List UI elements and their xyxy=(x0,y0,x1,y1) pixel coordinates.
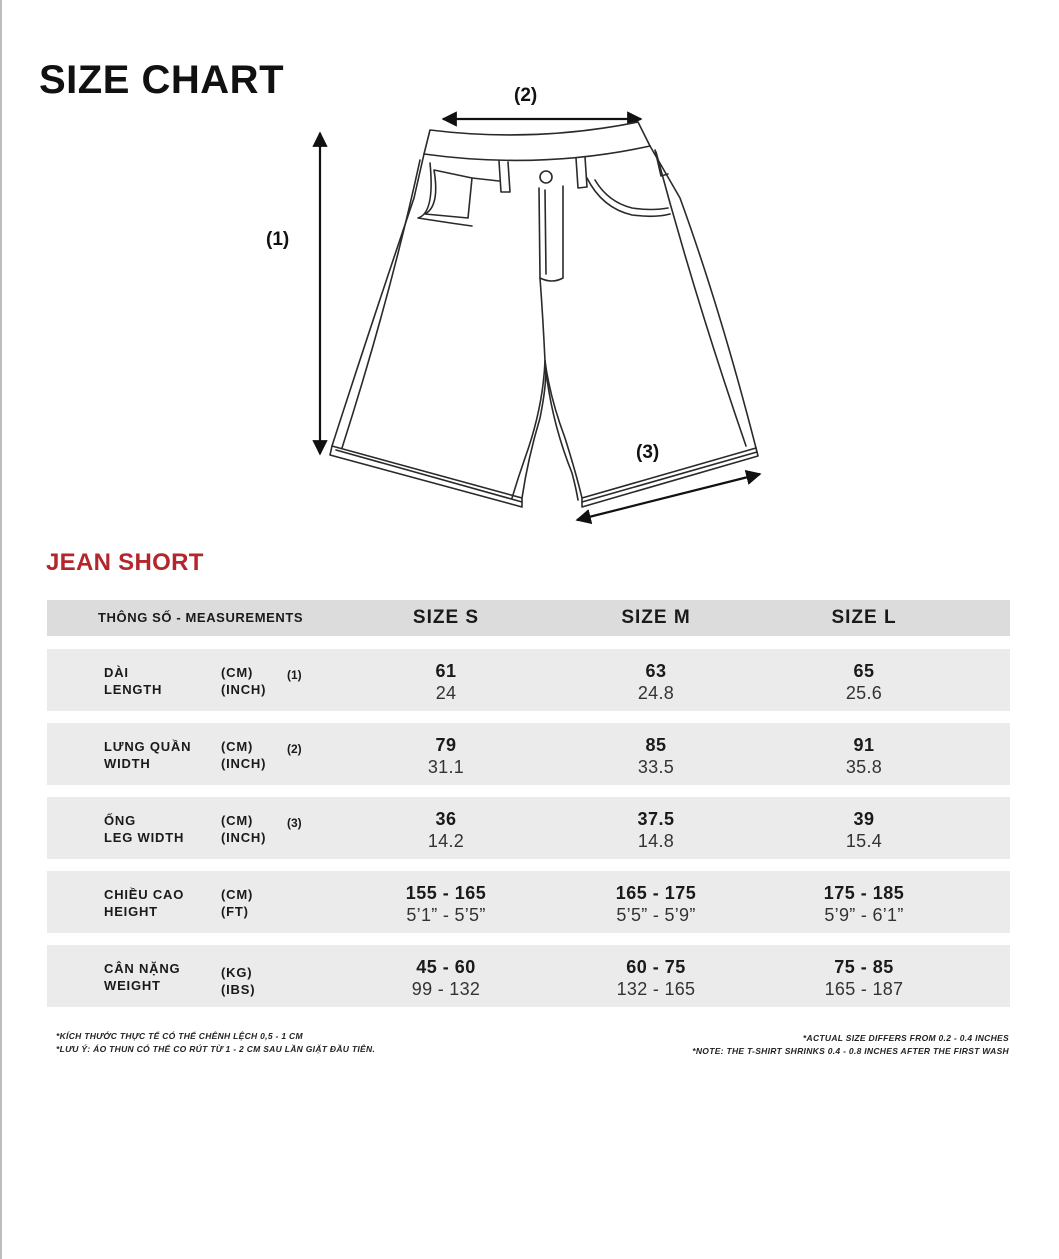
row-units xyxy=(221,886,253,920)
label-en: LEG WIDTH xyxy=(104,830,185,845)
value-size-s xyxy=(346,808,546,852)
value-size-s xyxy=(346,734,546,778)
value-size-l xyxy=(764,956,964,1000)
shorts-diagram xyxy=(260,78,800,528)
unit-2: (IBS) xyxy=(221,982,256,997)
label-2: (2) xyxy=(514,85,538,106)
page-title: SIZE CHART xyxy=(39,58,284,102)
shorts-outline xyxy=(330,122,758,507)
table-row xyxy=(47,945,1010,1007)
value-primary: 79 xyxy=(435,735,457,755)
value-primary: 75 - 85 xyxy=(834,957,894,977)
value-size-l xyxy=(764,808,964,852)
row-units xyxy=(221,964,255,998)
label-en: LENGTH xyxy=(104,682,163,697)
unit-1: (CM) xyxy=(221,813,254,828)
value-size-m xyxy=(556,956,756,1000)
value-secondary: 14.2 xyxy=(427,831,465,851)
value-size-s xyxy=(346,956,546,1000)
value-size-l xyxy=(764,660,964,704)
product-title: JEAN SHORT xyxy=(46,549,204,576)
value-size-s xyxy=(346,660,546,704)
label-en: HEIGHT xyxy=(104,904,158,919)
label-3: (3) xyxy=(636,442,660,463)
unit-2: (INCH) xyxy=(221,830,267,845)
leg-arrow xyxy=(577,474,760,520)
unit-2: (FT) xyxy=(221,904,249,919)
value-primary: 36 xyxy=(435,809,457,829)
value-primary: 63 xyxy=(645,661,667,681)
param-header: THÔNG SỐ - MEASUREMENTS xyxy=(98,610,304,625)
value-secondary: 15.4 xyxy=(845,831,883,851)
row-label xyxy=(104,738,191,772)
size-s-header: SIZE S xyxy=(412,607,480,628)
unit-1: (CM) xyxy=(221,665,254,680)
value-primary: 39 xyxy=(853,809,875,829)
note-line: *ACTUAL SIZE DIFFERS FROM 0.2 - 0.4 INCHES xyxy=(802,1033,1009,1043)
unit-2: (INCH) xyxy=(221,756,267,771)
value-size-m xyxy=(556,808,756,852)
value-size-m xyxy=(556,660,756,704)
value-size-m xyxy=(556,734,756,778)
row-units xyxy=(221,738,266,772)
value-primary: 45 - 60 xyxy=(416,957,476,977)
value-secondary: 14.8 xyxy=(637,831,675,851)
row-label xyxy=(104,960,180,994)
label-vn: DÀI xyxy=(104,665,129,680)
label-vn: CHIỀU CAO xyxy=(104,887,185,902)
value-size-m xyxy=(556,882,756,926)
size-table xyxy=(47,600,1010,1007)
size-l-header: SIZE L xyxy=(831,607,897,628)
value-primary: 85 xyxy=(645,735,667,755)
value-secondary: 99 - 132 xyxy=(411,979,481,999)
table-header xyxy=(47,600,1010,636)
unit-1: (CM) xyxy=(221,739,254,754)
note-line: *NOTE: THE T-SHIRT SHRINKS 0.4 - 0.8 INCHES AFTER THE FIRST WASH xyxy=(692,1046,1009,1056)
label-vn: ỐNG xyxy=(104,813,137,828)
unit-2: (INCH) xyxy=(221,682,267,697)
row-ref: (2) xyxy=(287,742,302,756)
value-primary: 91 xyxy=(853,735,875,755)
note-vietnamese xyxy=(56,1030,375,1056)
value-primary: 37.5 xyxy=(637,809,675,829)
value-primary: 165 - 175 xyxy=(615,883,697,903)
row-label xyxy=(104,664,162,698)
value-size-l xyxy=(764,882,964,926)
value-secondary: 132 - 165 xyxy=(616,979,696,999)
value-secondary: 33.5 xyxy=(637,757,675,777)
value-secondary: 31.1 xyxy=(427,757,465,777)
value-secondary: 165 - 187 xyxy=(824,979,904,999)
row-label xyxy=(104,886,184,920)
label-en: WIDTH xyxy=(104,756,151,771)
table-row xyxy=(47,649,1010,711)
row-units xyxy=(221,664,266,698)
value-primary: 155 - 165 xyxy=(405,883,487,903)
size-m-header: SIZE M xyxy=(621,607,691,628)
value-secondary: 5’5” - 5’9” xyxy=(616,905,696,925)
note-line: *KÍCH THƯỚC THỰC TẾ CÓ THỂ CHÊNH LỆCH 0,5 - 1 CM xyxy=(56,1031,303,1041)
value-secondary: 24.8 xyxy=(637,683,675,703)
value-secondary: 5’1” - 5’5” xyxy=(406,905,486,925)
value-size-l xyxy=(764,734,964,778)
row-ref: (1) xyxy=(287,668,302,682)
table-row xyxy=(47,797,1010,859)
value-secondary: 5’9” - 6’1” xyxy=(824,905,904,925)
label-1: (1) xyxy=(266,229,290,250)
label-en: WEIGHT xyxy=(104,978,161,993)
value-primary: 65 xyxy=(853,661,875,681)
note-english xyxy=(692,1032,1009,1058)
value-primary: 175 - 185 xyxy=(823,883,905,903)
value-secondary: 35.8 xyxy=(845,757,883,777)
note-line: *LƯU Ý: ÁO THUN CÓ THỂ CO RÚT TỪ 1 - 2 CM SAU LẦN GIẶT ĐẦU TIÊN. xyxy=(56,1044,376,1054)
row-label xyxy=(104,812,184,846)
table-row xyxy=(47,723,1010,785)
unit-1: (KG) xyxy=(221,965,253,980)
value-size-s xyxy=(346,882,546,926)
unit-1: (CM) xyxy=(221,887,254,902)
label-vn: CÂN NẶNG xyxy=(104,961,181,976)
row-units xyxy=(221,812,266,846)
value-primary: 60 - 75 xyxy=(626,957,686,977)
value-primary: 61 xyxy=(435,661,457,681)
row-ref: (3) xyxy=(287,816,302,830)
value-secondary: 25.6 xyxy=(845,683,883,703)
table-row xyxy=(47,871,1010,933)
value-secondary: 24 xyxy=(435,683,457,703)
label-vn: LƯNG QUẦN xyxy=(104,739,192,754)
page-border xyxy=(0,0,2,1259)
